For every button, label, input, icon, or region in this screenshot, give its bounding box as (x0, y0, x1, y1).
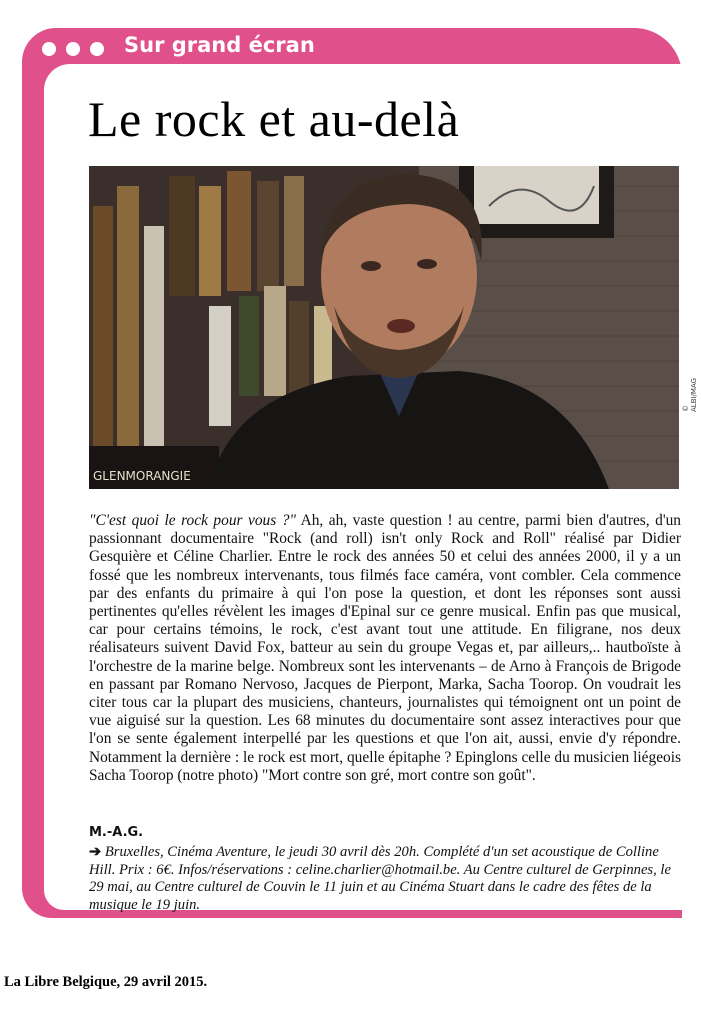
bullet-dot-icon (42, 42, 56, 56)
headline: Le rock et au-delà (88, 91, 460, 147)
event-info (89, 844, 679, 914)
header-dots (42, 38, 104, 60)
author-signature: M.-A.G. (89, 825, 144, 840)
event-info-text: Bruxelles, Cinéma Aventure, le jeudi 30 avril dès 20h. Complété d'un set acoustique de Colline Hill. Prix : 6€. Infos/réservations : celine.charlier@hotmail.be. Au Centre culturel de Gerpinnes, le 29 mai, au Centre culturel de Couvin le 11 juin et au Cinéma Stuart dans le cadre des fêtes de la musique le 19 juin. (89, 844, 671, 913)
source-citation: La Libre Belgique, 29 avril 2015. (4, 974, 208, 990)
bullet-dot-icon (66, 42, 80, 56)
bottle-label: GLENMORANGIE (93, 469, 191, 483)
article-lead: "C'est quoi le rock pour vous ?" (89, 512, 296, 529)
photo-credit: © ALBI/MAG (682, 377, 698, 412)
bullet-dot-icon (90, 42, 104, 56)
article-photo (89, 166, 679, 489)
article-body (89, 512, 681, 785)
section-label: Sur grand écran (124, 33, 315, 57)
arrow-right-icon: ➔ (89, 844, 102, 860)
article-text: Ah, ah, vaste question ! au centre, parmi bien d'autres, d'un passionnant documentaire "Rock (and roll) isn't only Rock and Roll" réalisé par Didier Gesquière et Céline Charlier. Entre le rock des années 50 et celui des années 2000, il y a un fossé que les nombreux intervenants, tous filmés face caméra, vont combler. Cela commence par des enfants du primaire à qui l'on pose la question, et dont les réponses sont aussi pertinentes qu'elles révèlent les images d'Epinal sur ce genre musical. Enfin pas que musical, car pour certains témoins, le rock, c'est avant tout une attitude. En filigrane, nos deux réalisateurs suivent David Fox, batteur au sein du groupe Vegas et, par ailleurs,.. hautboïste à l'orchestre de la marine belge. Nombreux sont les intervenants – de Arno à François de Brigode en passant par Romano Nervoso, Jacques de Pierpont, Marka, Sacha Toorop. On voudrait les citer tous car la plupart des musiciens, chanteurs, journalistes qui témoignent ont un point de vue aiguisé sur la question. Les 68 minutes du documentaire sont assez interactives pour que l'on se sente également interpellé par les questions et que l'on ait, aussi, envie d'y répondre. Notamment la dernière : le rock est mort, quelle épitaphe ? Epinglons celle du musicien liégeois Sacha Toorop (notre photo) "Mort contre son gré, mort contre son goût". (89, 512, 681, 784)
photo-illustration (89, 166, 679, 489)
person-mouth (387, 319, 415, 333)
wall-picture (474, 166, 599, 224)
